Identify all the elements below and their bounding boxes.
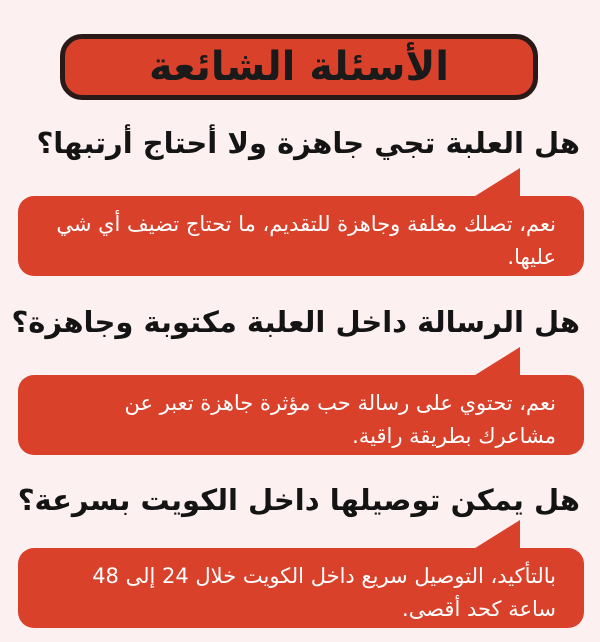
faq-answer-bubble-3: [18, 548, 584, 628]
speech-bubble-tail: [472, 520, 520, 550]
faq-answer-2: نعم، تحتوي على رسالة حب مؤثرة جاهزة تعبر عن مشاعرك بطريقة راقية.: [124, 391, 556, 448]
faq-question-1: هل العلبة تجي جاهزة ولا أحتاج أرتبها؟: [36, 126, 580, 160]
faq-question-3: هل يمكن توصيلها داخل الكويت بسرعة؟: [17, 483, 580, 517]
speech-bubble-tail: [472, 168, 520, 198]
speech-bubble-tail: [472, 347, 520, 377]
faq-answer-3: بالتأكيد، التوصيل سريع داخل الكويت خلال 24 إلى 48 ساعة كحد أقصى.: [92, 564, 556, 621]
faq-answer-bubble-1: [18, 196, 584, 276]
faq-answer-bubble-2: [18, 375, 584, 455]
faq-answer-1: نعم، تصلك مغلفة وجاهزة للتقديم، ما تحتاج تضيف أي شي عليها.: [56, 212, 556, 269]
faq-question-2: هل الرسالة داخل العلبة مكتوبة وجاهزة؟: [11, 305, 580, 339]
faq-title-banner: [60, 34, 538, 100]
page-title: الأسئلة الشائعة: [149, 44, 449, 90]
